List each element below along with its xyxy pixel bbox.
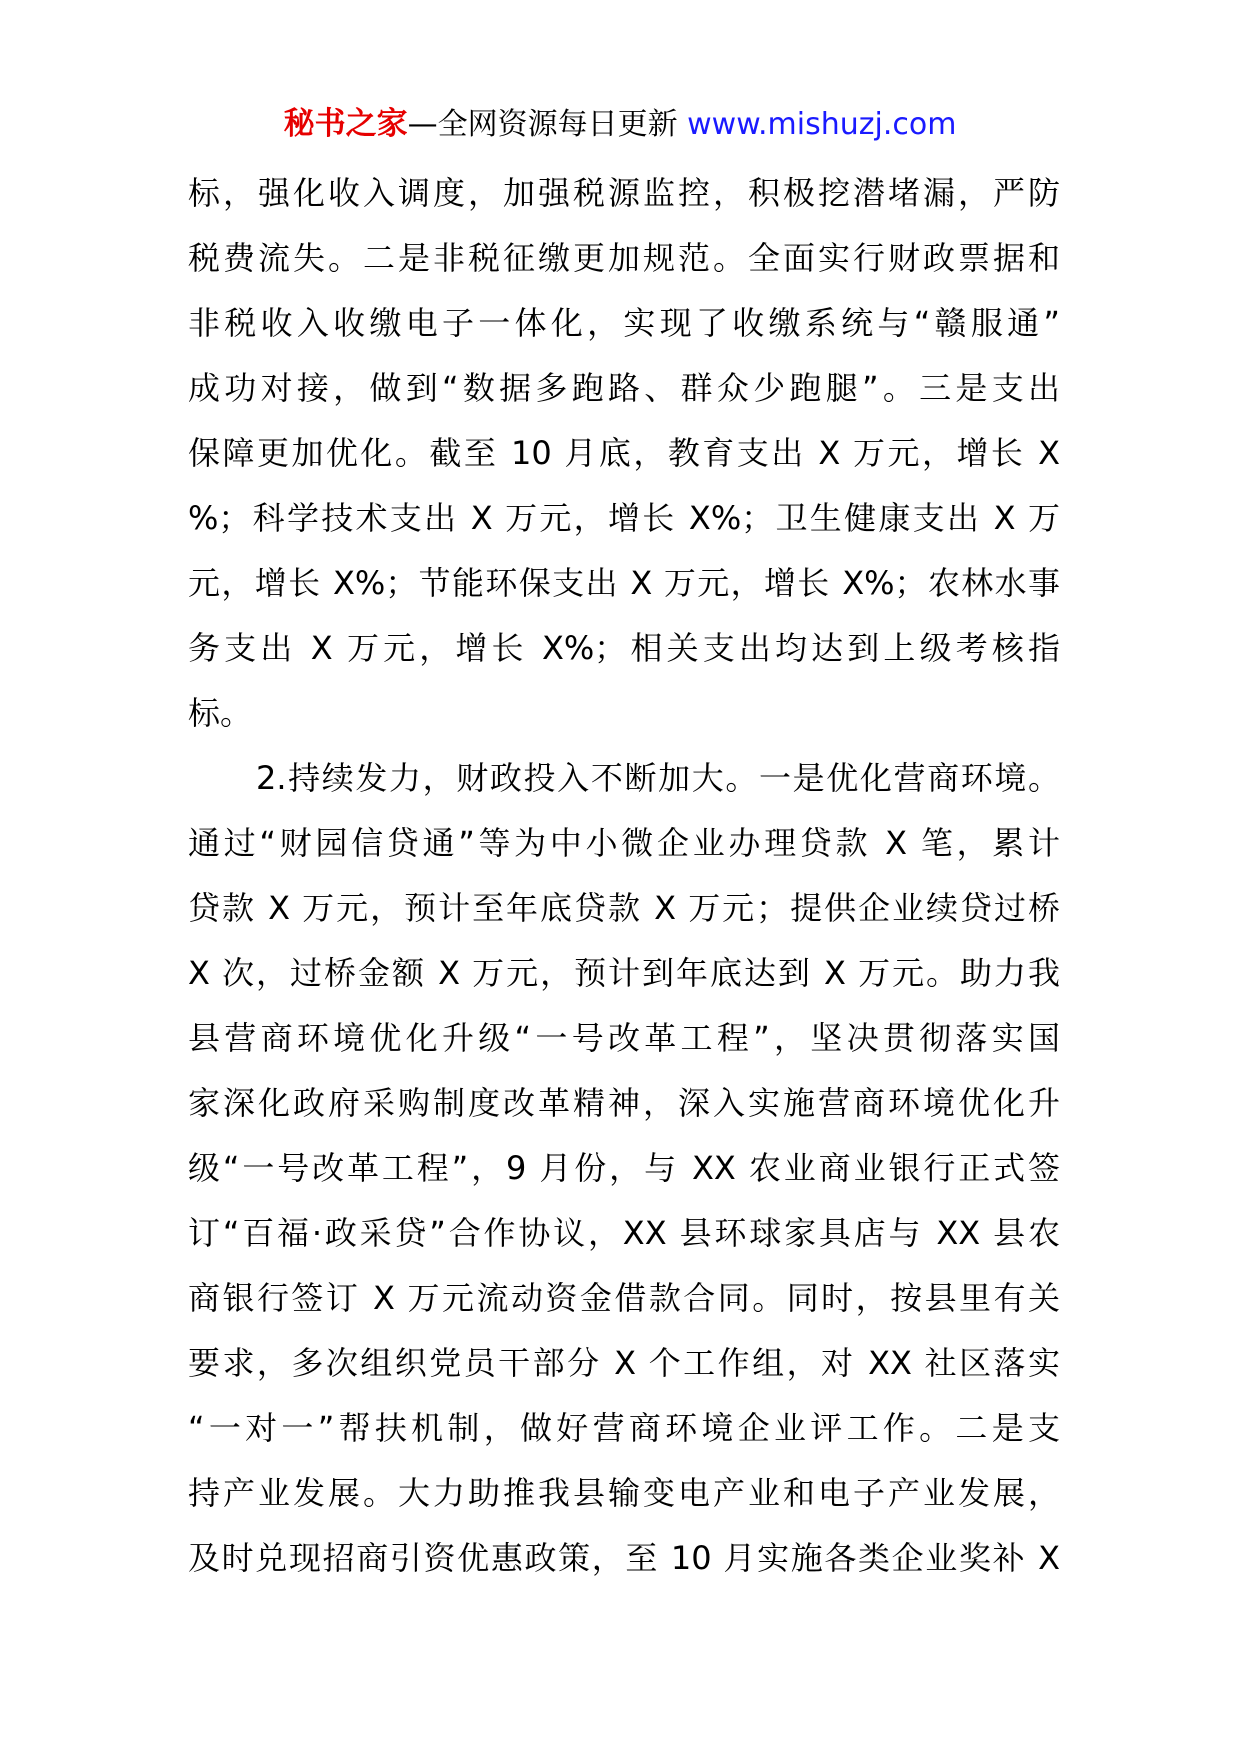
text-line: 级“一号改革工程”，9 月份，与 XX 农业商业银行正式签	[188, 1149, 1060, 1187]
text-line: 标，强化收入调度，加强税源监控，积极挖潜堵漏，严防	[188, 174, 1060, 212]
text-line: 通过“财园信贷通”等为中小微企业办理贷款 X 笔，累计	[188, 824, 1060, 862]
text-line: %；科学技术支出 X 万元，增长 X%；卫生健康支出 X 万	[188, 499, 1060, 537]
text-line: 订“百福·政采贷”合作协议，XX 县环球家具店与 XX 县农	[188, 1214, 1060, 1252]
text-line: “一对一”帮扶机制，做好营商环境企业评工作。二是支	[188, 1409, 1060, 1447]
site-url[interactable]: www.mishuzj.com	[687, 107, 957, 142]
text-line: 税费流失。二是非税征缴更加规范。全面实行财政票据和	[188, 239, 1060, 277]
site-brand: 秘书之家	[283, 106, 408, 142]
text-line: 及时兑现招商引资优惠政策，至 10 月实施各类企业奖补 X	[188, 1539, 1060, 1577]
text-line: 非税收入收缴电子一体化，实现了收缴系统与“赣服通”	[188, 304, 1060, 342]
text-line: 标。	[188, 694, 253, 732]
text-line: 成功对接，做到“数据多跑路、群众少跑腿”。三是支出	[188, 369, 1060, 407]
text-line: 贷款 X 万元，预计至年底贷款 X 万元；提供企业续贷过桥	[188, 889, 1060, 927]
text-line: 持产业发展。大力助推我县输变电产业和电子产业发展，	[188, 1474, 1060, 1512]
text-line: 务支出 X 万元，增长 X%；相关支出均达到上级考核指	[188, 629, 1060, 667]
text-line: 要求，多次组织党员干部分 X 个工作组，对 XX 社区落实	[188, 1344, 1060, 1382]
paragraph-heading-line: 2.持续发力，财政投入不断加大。一是优化营商环境。	[256, 759, 1060, 797]
text-line: 元，增长 X%；节能环保支出 X 万元，增长 X%；农林水事	[188, 564, 1060, 602]
document-body	[188, 168, 1060, 1598]
text-line: 家深化政府采购制度改革精神，深入实施营商环境优化升	[188, 1084, 1060, 1122]
site-header	[0, 104, 1240, 145]
text-line: 县营商环境优化升级“一号改革工程”，坚决贯彻落实国	[188, 1019, 1060, 1057]
text-line: 保障更加优化。截至 10 月底，教育支出 X 万元，增长 X	[188, 434, 1060, 472]
text-line: X 次，过桥金额 X 万元，预计到年底达到 X 万元。助力我	[188, 954, 1060, 992]
site-slogan: —全网资源每日更新	[407, 107, 688, 142]
text-line: 商银行签订 X 万元流动资金借款合同。同时，按县里有关	[188, 1279, 1060, 1317]
